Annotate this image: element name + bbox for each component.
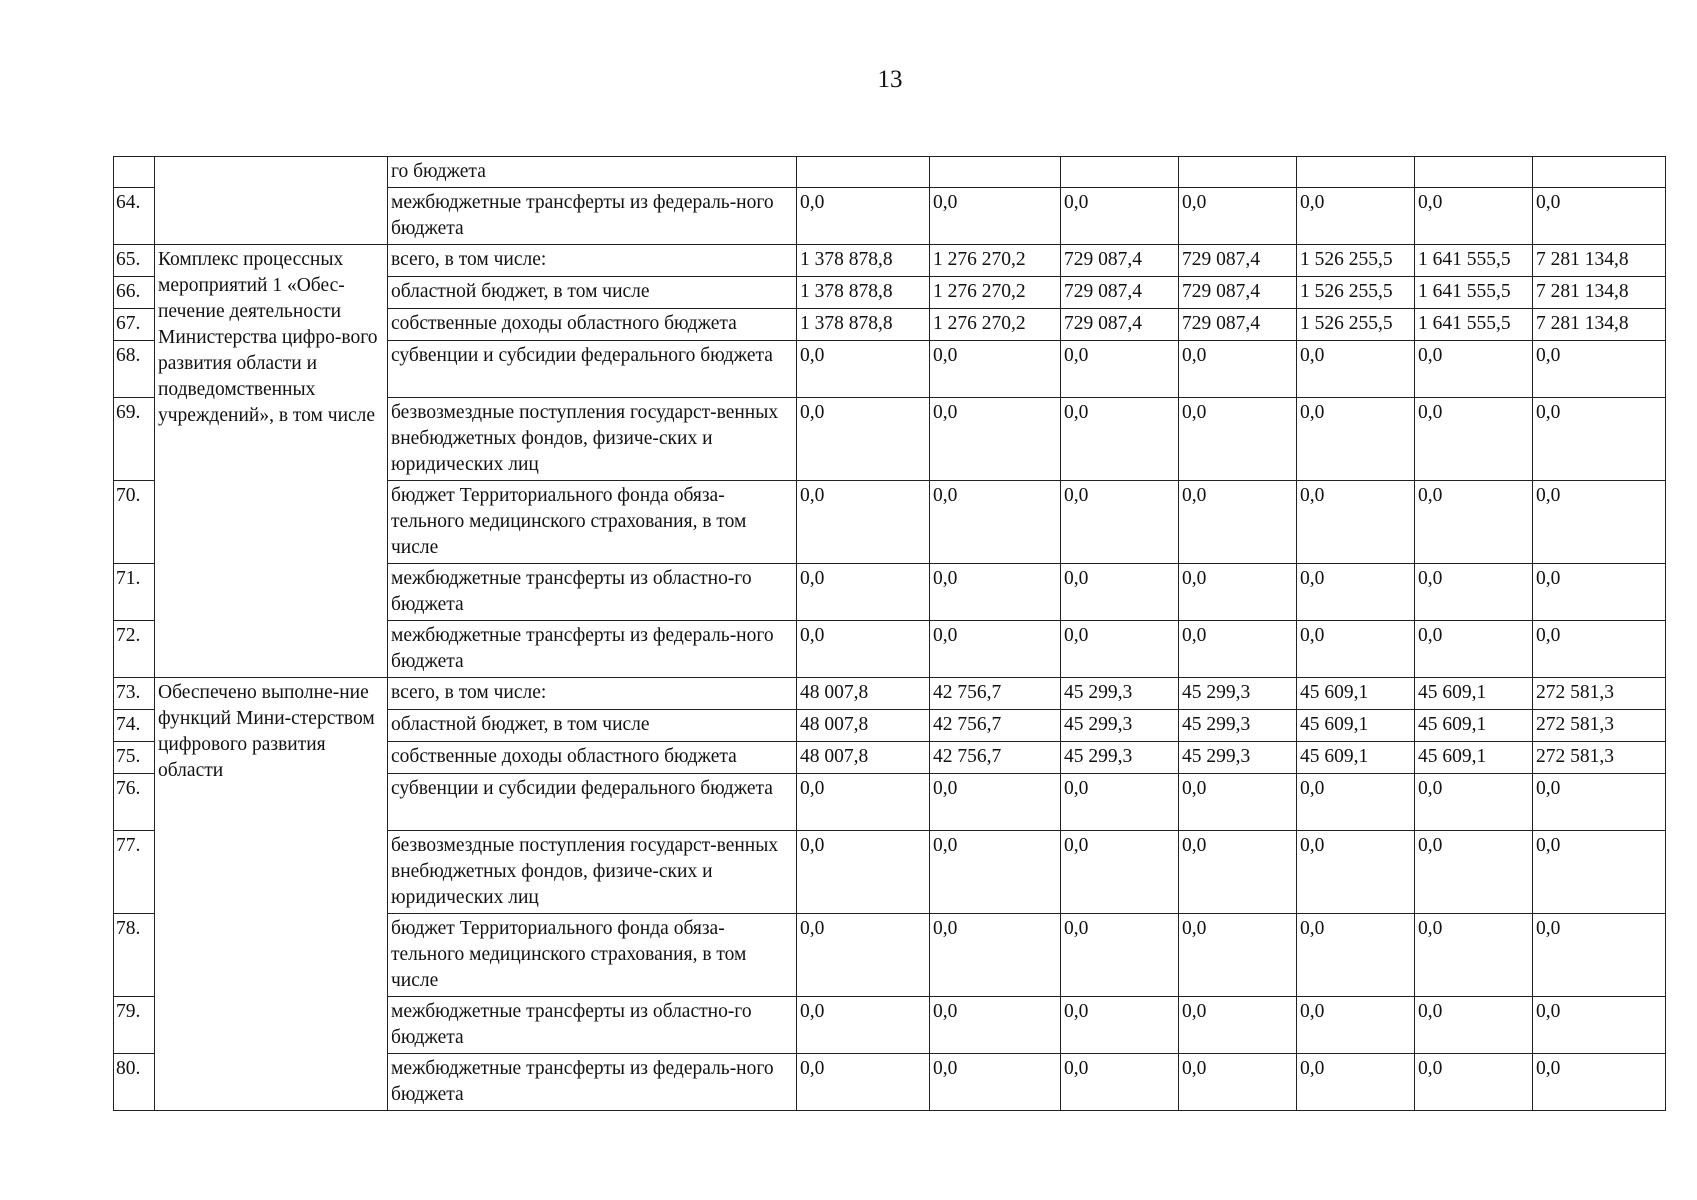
funding-source: субвенции и субсидии федерального бюджета: [388, 774, 797, 831]
value-cell: 0,0: [1061, 621, 1179, 678]
funding-source: всего, в том числе:: [388, 245, 797, 277]
value-cell: 0,0: [1179, 398, 1297, 481]
row-number: 68.: [114, 341, 155, 398]
value-cell: 45 609,1: [1297, 678, 1415, 710]
value-cell: 1 378 878,8: [797, 245, 930, 277]
value-cell: 0,0: [930, 621, 1061, 678]
value-cell: 0,0: [1179, 341, 1297, 398]
value-cell: 0,0: [1179, 914, 1297, 997]
value-cell: 45 609,1: [1415, 678, 1533, 710]
value-cell: [797, 157, 930, 188]
funding-source: собственные доходы областного бюджета: [388, 309, 797, 341]
value-cell: 0,0: [797, 1054, 930, 1111]
value-cell: 0,0: [1179, 997, 1297, 1054]
value-cell: 0,0: [1297, 621, 1415, 678]
value-cell: 1 276 270,2: [930, 309, 1061, 341]
value-cell: 0,0: [1415, 564, 1533, 621]
value-cell: 42 756,7: [930, 742, 1061, 774]
value-cell: 0,0: [797, 997, 930, 1054]
funding-source: всего, в том числе:: [388, 678, 797, 710]
value-cell: 0,0: [1415, 831, 1533, 914]
value-cell: 0,0: [930, 914, 1061, 997]
value-cell: 45 609,1: [1415, 742, 1533, 774]
table-body: [114, 157, 1666, 1111]
value-cell: 0,0: [1297, 481, 1415, 564]
row-number: 66.: [114, 277, 155, 309]
value-cell: 0,0: [797, 398, 930, 481]
value-cell: 45 299,3: [1061, 710, 1179, 742]
row-number: 70.: [114, 481, 155, 564]
value-cell: 0,0: [1415, 621, 1533, 678]
value-cell: 0,0: [1061, 188, 1179, 245]
value-cell: 45 609,1: [1297, 710, 1415, 742]
row-number: 69.: [114, 398, 155, 481]
value-cell: 0,0: [1179, 831, 1297, 914]
value-cell: 48 007,8: [797, 678, 930, 710]
value-cell: 0,0: [797, 914, 930, 997]
value-cell: 0,0: [1533, 831, 1666, 914]
value-cell: 0,0: [1179, 774, 1297, 831]
value-cell: 0,0: [1415, 1054, 1533, 1111]
value-cell: 0,0: [1297, 188, 1415, 245]
value-cell: 0,0: [797, 481, 930, 564]
value-cell: 0,0: [1061, 564, 1179, 621]
funding-source: межбюджетные трансферты из федераль-ного бюджета: [388, 621, 797, 678]
value-cell: 729 087,4: [1061, 277, 1179, 309]
value-cell: 0,0: [1533, 481, 1666, 564]
value-cell: 0,0: [930, 188, 1061, 245]
value-cell: 45 299,3: [1179, 742, 1297, 774]
table-row: [114, 157, 1666, 188]
funding-source: межбюджетные трансферты из областно-го бюджета: [388, 564, 797, 621]
value-cell: 1 526 255,5: [1297, 245, 1415, 277]
value-cell: 45 609,1: [1415, 710, 1533, 742]
value-cell: 0,0: [797, 564, 930, 621]
value-cell: 0,0: [1061, 1054, 1179, 1111]
funding-source: бюджет Территориального фонда обяза-тельного медицинского страхования, в том числе: [388, 914, 797, 997]
value-cell: 0,0: [1061, 341, 1179, 398]
value-cell: 0,0: [1415, 774, 1533, 831]
value-cell: 0,0: [930, 341, 1061, 398]
funding-source: безвозмездные поступления государст-венных внебюджетных фондов, физиче-ских и юридических лиц: [388, 398, 797, 481]
value-cell: 1 276 270,2: [930, 245, 1061, 277]
group-name-processes: Комплекс процессных мероприятий 1 «Обес-печение деятельности Министерства цифро-вого развития области и подведомственных учреждений», в том числе: [155, 245, 388, 678]
value-cell: 0,0: [930, 831, 1061, 914]
value-cell: 0,0: [1533, 1054, 1666, 1111]
value-cell: 7 281 134,8: [1533, 245, 1666, 277]
funding-source: го бюджета: [388, 157, 797, 188]
value-cell: 7 281 134,8: [1533, 277, 1666, 309]
row-number: 72.: [114, 621, 155, 678]
value-cell: 0,0: [1297, 774, 1415, 831]
value-cell: 7 281 134,8: [1533, 309, 1666, 341]
value-cell: [1061, 157, 1179, 188]
value-cell: 0,0: [1415, 914, 1533, 997]
value-cell: 0,0: [930, 997, 1061, 1054]
value-cell: [1415, 157, 1533, 188]
value-cell: 0,0: [1415, 398, 1533, 481]
value-cell: 45 299,3: [1061, 742, 1179, 774]
value-cell: 1 378 878,8: [797, 309, 930, 341]
value-cell: 0,0: [1179, 621, 1297, 678]
row-number: 79.: [114, 997, 155, 1054]
row-number: [114, 157, 155, 188]
group-name-functions: Обеспечено выполне-ние функций Мини-стерством цифрового развития области: [155, 678, 388, 1111]
row-number: 71.: [114, 564, 155, 621]
row-number: 80.: [114, 1054, 155, 1111]
value-cell: 0,0: [1061, 774, 1179, 831]
value-cell: 0,0: [930, 564, 1061, 621]
value-cell: 0,0: [797, 188, 930, 245]
value-cell: 0,0: [797, 774, 930, 831]
table-row: [114, 245, 1666, 277]
value-cell: 0,0: [797, 621, 930, 678]
value-cell: 1 526 255,5: [1297, 277, 1415, 309]
value-cell: 729 087,4: [1179, 309, 1297, 341]
value-cell: 1 378 878,8: [797, 277, 930, 309]
funding-source: собственные доходы областного бюджета: [388, 742, 797, 774]
value-cell: 45 299,3: [1179, 678, 1297, 710]
value-cell: [930, 157, 1061, 188]
value-cell: 0,0: [1533, 188, 1666, 245]
value-cell: 1 641 555,5: [1415, 245, 1533, 277]
value-cell: 0,0: [1061, 997, 1179, 1054]
funding-source: межбюджетные трансферты из областно-го бюджета: [388, 997, 797, 1054]
value-cell: 0,0: [1179, 564, 1297, 621]
row-number: 67.: [114, 309, 155, 341]
value-cell: 0,0: [930, 398, 1061, 481]
funding-source: бюджет Территориального фонда обяза-тельного медицинского страхования, в том числе: [388, 481, 797, 564]
value-cell: 0,0: [1061, 914, 1179, 997]
value-cell: 45 609,1: [1297, 742, 1415, 774]
value-cell: 0,0: [1533, 774, 1666, 831]
value-cell: 729 087,4: [1061, 245, 1179, 277]
value-cell: 48 007,8: [797, 742, 930, 774]
row-number: 77.: [114, 831, 155, 914]
row-number: 75.: [114, 742, 155, 774]
value-cell: 0,0: [1533, 914, 1666, 997]
value-cell: 0,0: [1533, 621, 1666, 678]
page-number: 13: [877, 66, 903, 93]
value-cell: 272 581,3: [1533, 710, 1666, 742]
value-cell: 729 087,4: [1061, 309, 1179, 341]
value-cell: 1 526 255,5: [1297, 309, 1415, 341]
value-cell: 1 276 270,2: [930, 277, 1061, 309]
value-cell: 0,0: [1533, 564, 1666, 621]
value-cell: 48 007,8: [797, 710, 930, 742]
value-cell: 0,0: [797, 831, 930, 914]
value-cell: 729 087,4: [1179, 245, 1297, 277]
value-cell: 42 756,7: [930, 678, 1061, 710]
value-cell: 0,0: [1415, 341, 1533, 398]
table-row: [114, 678, 1666, 710]
funding-source: субвенции и субсидии федерального бюджета: [388, 341, 797, 398]
budget-table: [113, 156, 1666, 1111]
value-cell: 0,0: [1297, 831, 1415, 914]
value-cell: 42 756,7: [930, 710, 1061, 742]
value-cell: 0,0: [1179, 481, 1297, 564]
value-cell: 0,0: [1533, 997, 1666, 1054]
value-cell: 0,0: [1297, 914, 1415, 997]
value-cell: 1 641 555,5: [1415, 309, 1533, 341]
value-cell: 45 299,3: [1061, 678, 1179, 710]
row-number: 73.: [114, 678, 155, 710]
value-cell: 0,0: [1533, 398, 1666, 481]
value-cell: 0,0: [1061, 481, 1179, 564]
funding-source: областной бюджет, в том числе: [388, 277, 797, 309]
value-cell: 729 087,4: [1179, 277, 1297, 309]
value-cell: 0,0: [930, 481, 1061, 564]
row-number: 74.: [114, 710, 155, 742]
value-cell: 45 299,3: [1179, 710, 1297, 742]
value-cell: 0,0: [930, 1054, 1061, 1111]
value-cell: 0,0: [1415, 188, 1533, 245]
value-cell: 0,0: [1297, 1054, 1415, 1111]
value-cell: 0,0: [1179, 1054, 1297, 1111]
value-cell: 0,0: [1415, 481, 1533, 564]
value-cell: 0,0: [930, 774, 1061, 831]
row-number: 78.: [114, 914, 155, 997]
value-cell: [1179, 157, 1297, 188]
value-cell: 0,0: [797, 341, 930, 398]
funding-source: межбюджетные трансферты из федераль-ного бюджета: [388, 1054, 797, 1111]
funding-source: межбюджетные трансферты из федераль-ного бюджета: [388, 188, 797, 245]
value-cell: 272 581,3: [1533, 742, 1666, 774]
row-number: 76.: [114, 774, 155, 831]
value-cell: 0,0: [1297, 341, 1415, 398]
value-cell: 0,0: [1297, 564, 1415, 621]
value-cell: 1 641 555,5: [1415, 277, 1533, 309]
group-name-empty: [155, 157, 388, 245]
value-cell: 272 581,3: [1533, 678, 1666, 710]
value-cell: 0,0: [1061, 398, 1179, 481]
value-cell: [1297, 157, 1415, 188]
funding-source: областной бюджет, в том числе: [388, 710, 797, 742]
value-cell: [1533, 157, 1666, 188]
row-number: 65.: [114, 245, 155, 277]
funding-source: безвозмездные поступления государст-венных внебюджетных фондов, физиче-ских и юридических лиц: [388, 831, 797, 914]
value-cell: 0,0: [1179, 188, 1297, 245]
value-cell: 0,0: [1297, 997, 1415, 1054]
value-cell: 0,0: [1061, 831, 1179, 914]
value-cell: 0,0: [1297, 398, 1415, 481]
value-cell: 0,0: [1415, 997, 1533, 1054]
value-cell: 0,0: [1533, 341, 1666, 398]
row-number: 64.: [114, 188, 155, 245]
